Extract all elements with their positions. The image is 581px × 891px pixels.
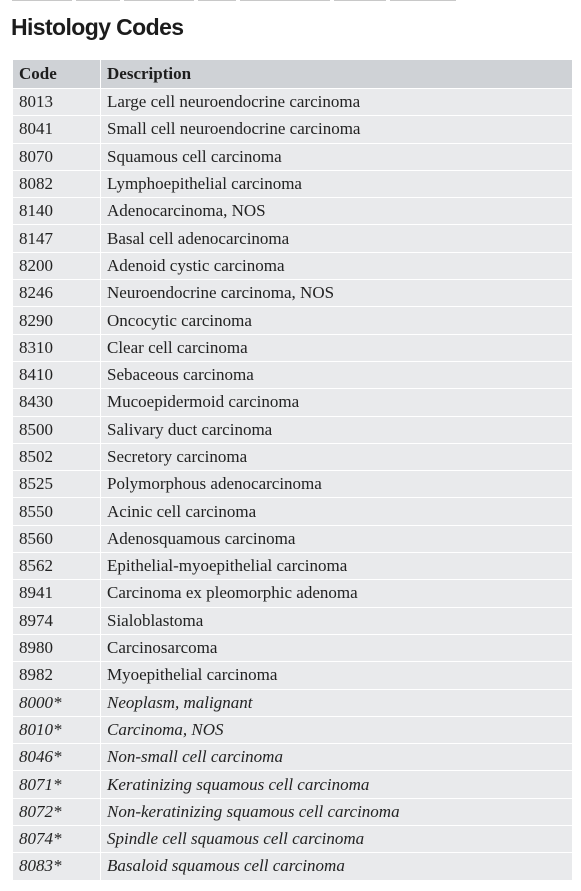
column-header-code: Code xyxy=(13,60,101,89)
table-row xyxy=(13,443,573,470)
histology-description-cell: Acinic cell carcinoma xyxy=(101,498,573,525)
clipped-text-fragment xyxy=(12,0,492,2)
histology-code-cell: 8041 xyxy=(13,116,101,143)
table-row xyxy=(13,280,573,307)
histology-description-cell: Oncocytic carcinoma xyxy=(101,307,573,334)
table-row xyxy=(13,143,573,170)
histology-code-cell: 8013 xyxy=(13,89,101,116)
table-row xyxy=(13,225,573,252)
table-row xyxy=(13,744,573,771)
table-row xyxy=(13,607,573,634)
histology-description-cell: Squamous cell carcinoma xyxy=(101,143,573,170)
histology-code-cell: 8200 xyxy=(13,252,101,279)
table-row xyxy=(13,634,573,661)
histology-code-cell: 8980 xyxy=(13,634,101,661)
table-row xyxy=(13,89,573,116)
histology-code-cell: 8550 xyxy=(13,498,101,525)
histology-description-cell: Carcinoma, NOS xyxy=(101,716,573,743)
table-row xyxy=(13,716,573,743)
histology-description-cell: Epithelial-myoepithelial carcinoma xyxy=(101,553,573,580)
histology-code-cell: 8046* xyxy=(13,744,101,771)
table-row xyxy=(13,116,573,143)
histology-code-cell: 8500 xyxy=(13,416,101,443)
histology-description-cell: Secretory carcinoma xyxy=(101,443,573,470)
histology-code-cell: 8310 xyxy=(13,334,101,361)
histology-code-cell: 8140 xyxy=(13,198,101,225)
histology-code-cell: 8010* xyxy=(13,716,101,743)
histology-codes-table xyxy=(12,59,573,881)
histology-code-cell: 8072* xyxy=(13,798,101,825)
histology-description-cell: Carcinosarcoma xyxy=(101,634,573,661)
histology-description-cell: Lymphoepithelial carcinoma xyxy=(101,170,573,197)
table-row xyxy=(13,471,573,498)
histology-description-cell: Spindle cell squamous cell carcinoma xyxy=(101,826,573,853)
histology-description-cell: Mucoepidermoid carcinoma xyxy=(101,389,573,416)
table-row xyxy=(13,853,573,880)
histology-description-cell: Neoplasm, malignant xyxy=(101,689,573,716)
table-header-row xyxy=(13,60,573,89)
table-row xyxy=(13,170,573,197)
histology-code-cell: 8246 xyxy=(13,280,101,307)
histology-description-cell: Adenosquamous carcinoma xyxy=(101,525,573,552)
table-row xyxy=(13,307,573,334)
table-body xyxy=(13,89,573,881)
histology-code-cell: 8290 xyxy=(13,307,101,334)
histology-code-cell: 8070 xyxy=(13,143,101,170)
histology-description-cell: Non-small cell carcinoma xyxy=(101,744,573,771)
histology-code-cell: 8502 xyxy=(13,443,101,470)
table-row xyxy=(13,498,573,525)
table-row xyxy=(13,198,573,225)
column-header-description: Description xyxy=(101,60,573,89)
histology-code-cell: 8982 xyxy=(13,662,101,689)
histology-description-cell: Myoepithelial carcinoma xyxy=(101,662,573,689)
table-row xyxy=(13,389,573,416)
histology-description-cell: Basaloid squamous cell carcinoma xyxy=(101,853,573,880)
histology-description-cell: Sialoblastoma xyxy=(101,607,573,634)
histology-code-cell: 8074* xyxy=(13,826,101,853)
histology-description-cell: Carcinoma ex pleomorphic adenoma xyxy=(101,580,573,607)
histology-description-cell: Sebaceous carcinoma xyxy=(101,361,573,388)
histology-description-cell: Clear cell carcinoma xyxy=(101,334,573,361)
histology-description-cell: Neuroendocrine carcinoma, NOS xyxy=(101,280,573,307)
histology-description-cell: Keratinizing squamous cell carcinoma xyxy=(101,771,573,798)
table-row xyxy=(13,689,573,716)
table-row xyxy=(13,553,573,580)
histology-code-cell: 8147 xyxy=(13,225,101,252)
histology-code-cell: 8000* xyxy=(13,689,101,716)
histology-description-cell: Small cell neuroendocrine carcinoma xyxy=(101,116,573,143)
table-row xyxy=(13,798,573,825)
table-row xyxy=(13,662,573,689)
histology-description-cell: Salivary duct carcinoma xyxy=(101,416,573,443)
histology-code-cell: 8071* xyxy=(13,771,101,798)
histology-code-cell: 8410 xyxy=(13,361,101,388)
histology-code-cell: 8560 xyxy=(13,525,101,552)
histology-code-cell: 8941 xyxy=(13,580,101,607)
table-row xyxy=(13,580,573,607)
histology-code-cell: 8430 xyxy=(13,389,101,416)
table-row xyxy=(13,361,573,388)
histology-description-cell: Adenocarcinoma, NOS xyxy=(101,198,573,225)
table-row xyxy=(13,525,573,552)
histology-code-cell: 8525 xyxy=(13,471,101,498)
histology-code-cell: 8082 xyxy=(13,170,101,197)
histology-code-cell: 8974 xyxy=(13,607,101,634)
histology-description-cell: Polymorphous adenocarcinoma xyxy=(101,471,573,498)
histology-description-cell: Adenoid cystic carcinoma xyxy=(101,252,573,279)
page-title: Histology Codes xyxy=(11,14,184,40)
histology-code-cell: 8083* xyxy=(13,853,101,880)
table-row xyxy=(13,416,573,443)
table-row xyxy=(13,826,573,853)
histology-description-cell: Basal cell adenocarcinoma xyxy=(101,225,573,252)
histology-code-cell: 8562 xyxy=(13,553,101,580)
table-row xyxy=(13,252,573,279)
table-row xyxy=(13,334,573,361)
histology-description-cell: Large cell neuroendocrine carcinoma xyxy=(101,89,573,116)
table-row xyxy=(13,771,573,798)
histology-description-cell: Non-keratinizing squamous cell carcinoma xyxy=(101,798,573,825)
